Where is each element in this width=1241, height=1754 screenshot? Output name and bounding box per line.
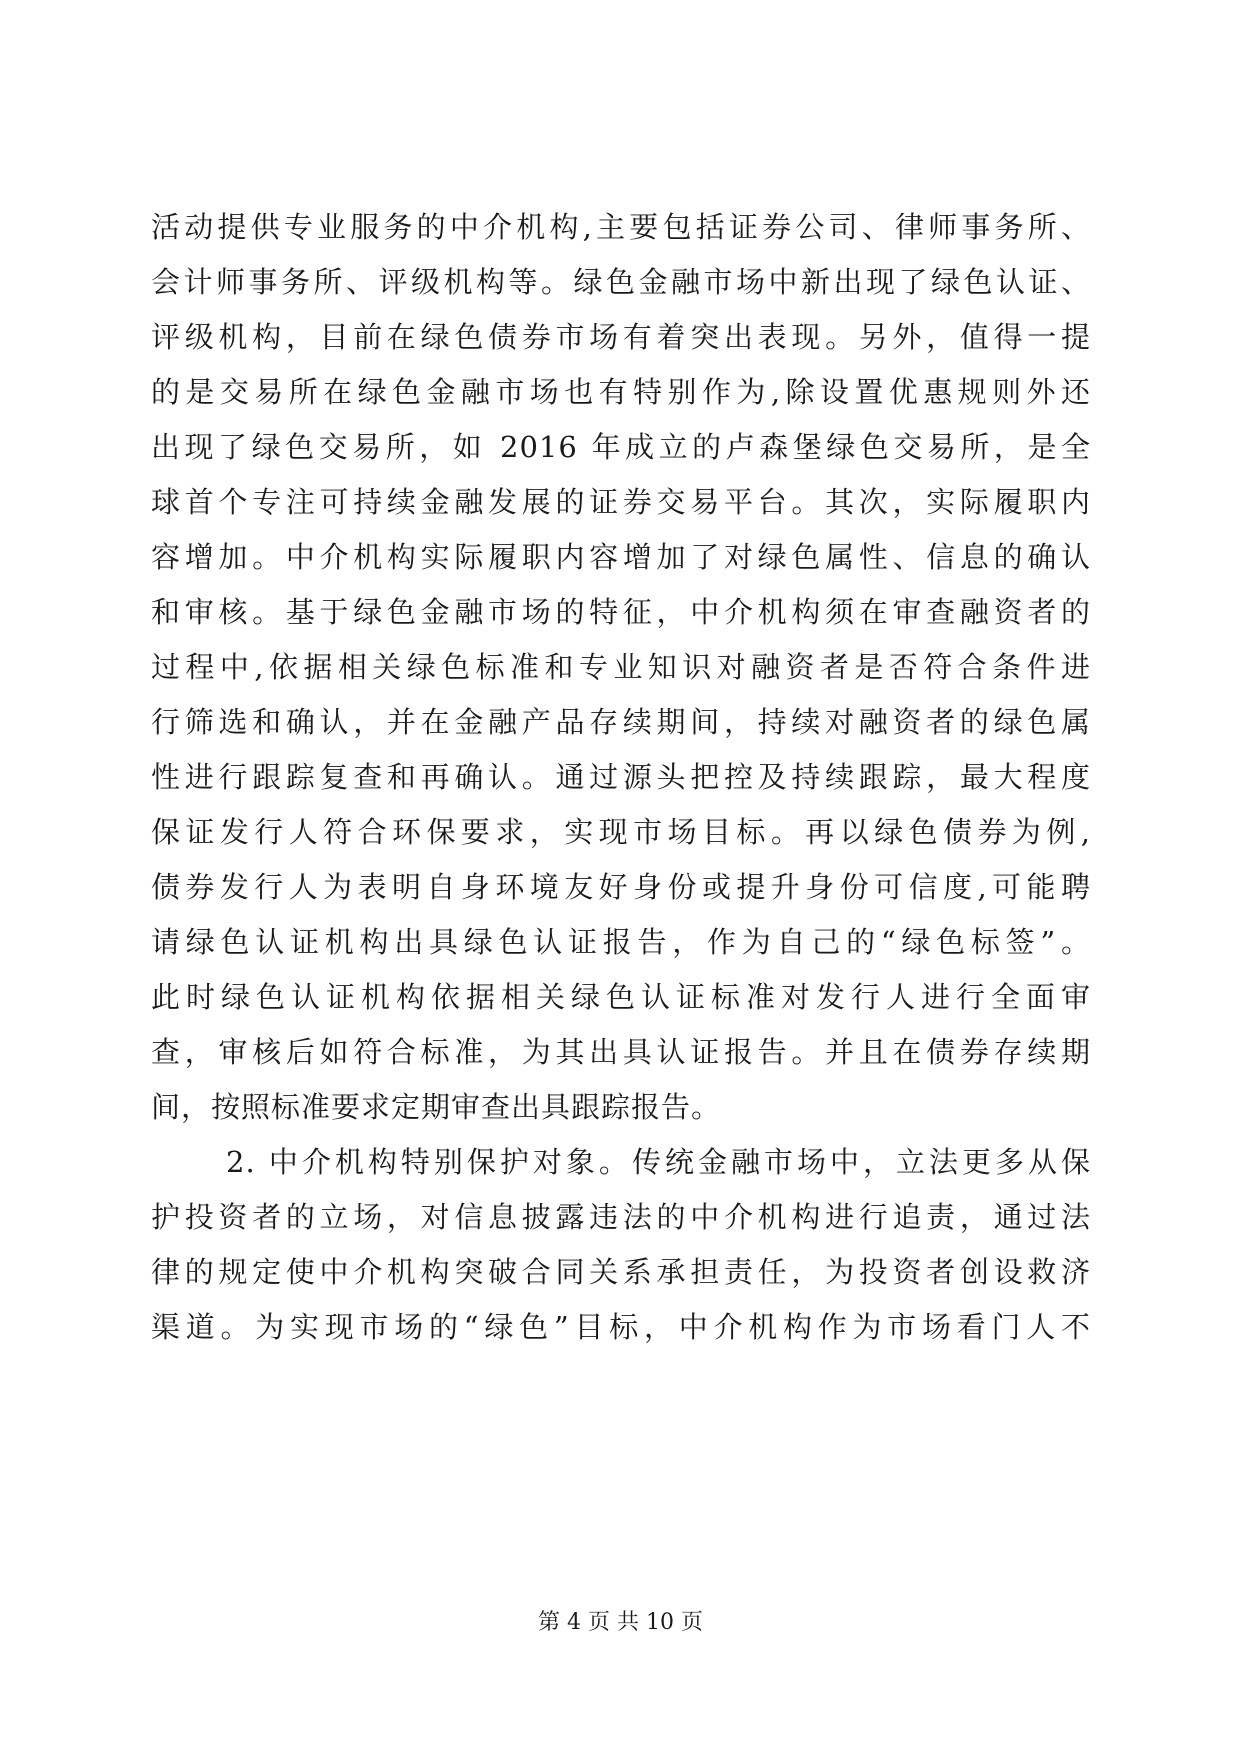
text-line-18: 2. 中介机构特别保护对象。传统金融市场中，立法更多从保 [226, 1145, 1091, 1179]
page-indicator: 第 4 页 共 10 页 [538, 1610, 703, 1635]
text-line-12: 保证发行人符合环保要求，实现市场目标。再以绿色债券为例, [151, 815, 1091, 849]
text-line-16: 查，审核后如符合标准，为其出具认证报告。并且在债券存续期 [151, 1035, 1091, 1069]
text-line-8: 和审核。基于绿色金融市场的特征，中介机构须在审查融资者的 [151, 595, 1091, 629]
text-line-17: 间，按照标准要求定期审查出具跟踪报告。 [151, 1090, 722, 1124]
text-line-20: 律的规定使中介机构突破合同关系承担责任，为投资者创设救济 [151, 1255, 1091, 1289]
text-line-14: 请绿色认证机构出具绿色认证报告，作为自己的“绿色标签”。 [151, 925, 1091, 959]
text-line-19: 护投资者的立场，对信息披露违法的中介机构进行追责，通过法 [151, 1200, 1091, 1234]
text-line-6: 球首个专注可持续金融发展的证券交易平台。其次，实际履职内 [151, 485, 1091, 519]
text-line-3: 评级机构，目前在绿色债券市场有着突出表现。另外，值得一提 [151, 320, 1091, 354]
text-line-13: 债券发行人为表明自身环境友好身份或提升身份可信度,可能聘 [151, 870, 1091, 904]
text-line-10: 行筛选和确认，并在金融产品存续期间，持续对融资者的绿色属 [151, 705, 1091, 739]
text-line-11: 性进行跟踪复查和再确认。通过源头把控及持续跟踪，最大程度 [151, 760, 1091, 794]
text-line-2: 会计师事务所、评级机构等。绿色金融市场中新出现了绿色认证、 [151, 265, 1091, 299]
text-line-9: 过程中,依据相关绿色标准和专业知识对融资者是否符合条件进 [151, 650, 1091, 684]
page-footer [0, 1608, 1241, 1638]
text-line-7: 容增加。中介机构实际履职内容增加了对绿色属性、信息的确认 [151, 540, 1091, 574]
text-line-4: 的是交易所在绿色金融市场也有特别作为,除设置优惠规则外还 [151, 375, 1091, 409]
body-text [151, 200, 1091, 1355]
text-line-1: 活动提供专业服务的中介机构,主要包括证券公司、律师事务所、 [151, 210, 1091, 244]
text-line-21: 渠道。为实现市场的“绿色”目标，中介机构作为市场看门人不 [151, 1310, 1091, 1344]
text-line-15: 此时绿色认证机构依据相关绿色认证标准对发行人进行全面审 [151, 980, 1091, 1014]
text-line-5: 出现了绿色交易所，如 2016 年成立的卢森堡绿色交易所，是全 [151, 430, 1091, 464]
